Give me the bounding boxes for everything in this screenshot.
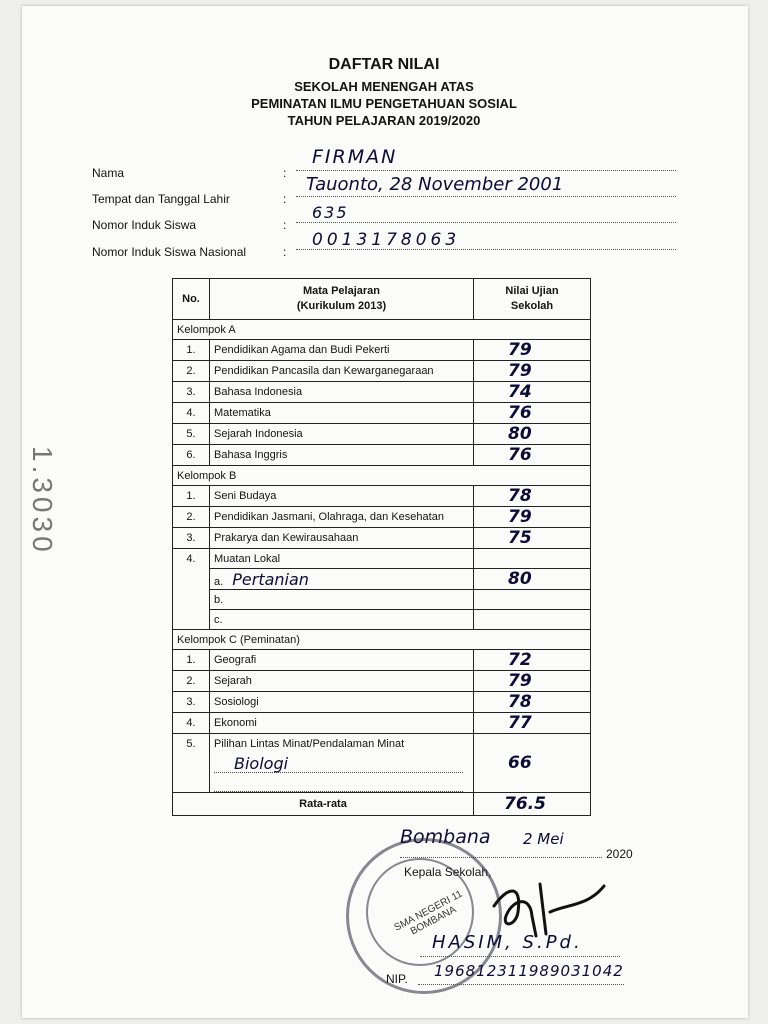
table-row (173, 753, 591, 773)
group-spacer (474, 320, 591, 340)
table-header (173, 279, 591, 320)
header-subject-line2: (Kurikulum 2013) (296, 300, 387, 312)
cell-empty (474, 734, 591, 754)
header-subject (210, 279, 474, 320)
group-a-rows (173, 340, 591, 466)
nip-value: 196812311989031042 (434, 962, 624, 980)
table-row (173, 424, 591, 445)
group-row (173, 320, 591, 340)
colon: : (283, 218, 287, 232)
group-spacer (474, 466, 591, 486)
group-spacer (474, 630, 591, 650)
row-score: 74 (474, 382, 591, 403)
doc-title: DAFTAR NILAI (328, 56, 440, 73)
row-score: 72 (474, 650, 591, 671)
row-no: 4. (173, 713, 210, 734)
table-row (173, 713, 591, 734)
row-no: 3. (173, 382, 210, 403)
row-no: 1. (173, 340, 210, 361)
label-birth: Tempat dan Tanggal Lahir (92, 192, 230, 206)
dotted-line (214, 773, 463, 792)
row-subject: Pendidikan Jasmani, Olahraga, dan Kesehatan (210, 507, 474, 528)
stamp-text: SMA NEGERI 11 BOMBANA (392, 888, 465, 938)
row-no: 2. (173, 671, 210, 692)
row-score: 76 (474, 445, 591, 466)
table-row (173, 507, 591, 528)
table-row (173, 734, 591, 754)
table-row (173, 486, 591, 507)
lintas-choice-text: Biologi (214, 754, 463, 773)
group-a-label: Kelompok A (173, 320, 474, 340)
sign-year: 2020 (606, 847, 633, 861)
group-b-label: Kelompok B (173, 466, 474, 486)
row-no: 6. (173, 445, 210, 466)
row-subject: Prakarya dan Kewirausahaan (210, 528, 474, 549)
lintas-score: 66 (474, 753, 591, 773)
row-score: 76 (474, 403, 591, 424)
cell-empty (173, 610, 210, 630)
lintas-no: 5. (173, 734, 210, 754)
row-subject: Sosiologi (210, 692, 474, 713)
dotted-line (296, 196, 676, 197)
header-no: No. (173, 279, 210, 320)
row-score: 79 (474, 507, 591, 528)
row-no: 1. (173, 650, 210, 671)
header-score-line1: Nilai Ujian (505, 285, 559, 297)
cell-empty (173, 569, 210, 590)
table-row (173, 340, 591, 361)
colon: : (283, 192, 287, 206)
label-name: Nama (92, 166, 125, 180)
lintas-subject: Pilihan Lintas Minat/Pendalaman Minat (210, 734, 474, 754)
value-nisn: 0013178063 (312, 230, 461, 250)
average-label: Rata-rata (173, 793, 474, 816)
muatan-a-score: 80 (474, 569, 591, 590)
cell-empty (474, 773, 591, 793)
row-no: 4. (173, 403, 210, 424)
header-score-line2: Sekolah (510, 300, 554, 312)
header-subject-line1: Mata Pelajaran (302, 285, 381, 297)
row-subject: Muatan Lokal (210, 549, 474, 569)
sign-place: Bombana (400, 826, 491, 848)
margin-number: 1.3030 (27, 446, 58, 556)
muatan-a (210, 569, 474, 590)
colon: : (283, 245, 287, 259)
table-row (173, 549, 591, 569)
average-row (173, 793, 591, 816)
row-score: 77 (474, 713, 591, 734)
lintas-choice (210, 753, 474, 773)
row-score: 75 (474, 528, 591, 549)
row-subject: Matematika (210, 403, 474, 424)
cell-empty (173, 773, 210, 793)
group-c-label: Kelompok C (Peminatan) (173, 630, 474, 650)
table-row (173, 382, 591, 403)
label-nis: Nomor Induk Siswa (92, 218, 197, 232)
muatan-letter: a. (214, 575, 224, 588)
table-row (173, 403, 591, 424)
row-score (474, 549, 591, 569)
row-subject: Ekonomi (210, 713, 474, 734)
row-score: 80 (474, 424, 591, 445)
nip-label: NIP. (386, 972, 408, 986)
grades-table (172, 278, 591, 816)
muatan-b: b. (210, 590, 474, 610)
group-row (173, 466, 591, 486)
group-row (173, 630, 591, 650)
row-no: 1. (173, 486, 210, 507)
dotted-line (418, 984, 624, 985)
row-no: 2. (173, 361, 210, 382)
row-subject: Sejarah Indonesia (210, 424, 474, 445)
row-score: 79 (474, 361, 591, 382)
row-subject: Geografi (210, 650, 474, 671)
group-c-rows (173, 650, 591, 734)
table-row (173, 610, 591, 630)
row-score: 79 (474, 671, 591, 692)
dotted-line (420, 956, 620, 957)
lintas-blank (210, 773, 474, 793)
table-row (173, 773, 591, 793)
label-nisn: Nomor Induk Siswa Nasional (92, 245, 247, 259)
row-subject: Sejarah (210, 671, 474, 692)
row-subject: Seni Budaya (210, 486, 474, 507)
row-subject: Pendidikan Agama dan Budi Pekerti (210, 340, 474, 361)
row-no: 4. (173, 549, 210, 569)
school-line: SEKOLAH MENENGAH ATAS (294, 79, 474, 94)
table-row (173, 590, 591, 610)
group-b-rows (173, 486, 591, 569)
row-no: 3. (173, 528, 210, 549)
value-name: FIRMAN (312, 146, 398, 168)
sign-date: 2 Mei (523, 830, 564, 848)
row-no: 5. (173, 424, 210, 445)
value-nis: 635 (312, 203, 349, 222)
average-value: 76.5 (474, 793, 591, 816)
cell-empty (474, 610, 591, 630)
row-score: 78 (474, 486, 591, 507)
value-birth: Tauonto, 28 November 2001 (306, 174, 564, 195)
row-score: 78 (474, 692, 591, 713)
table-row (173, 361, 591, 382)
table-row (173, 650, 591, 671)
table-row (173, 569, 591, 590)
row-subject: Bahasa Indonesia (210, 382, 474, 403)
header-score (474, 279, 591, 320)
program-line: PEMINATAN ILMU PENGETAHUAN SOSIAL (251, 96, 517, 111)
dotted-line (296, 170, 676, 171)
table-row (173, 671, 591, 692)
sign-role: Kepala Sekolah, (404, 865, 492, 879)
row-score: 79 (474, 340, 591, 361)
muatan-c: c. (210, 610, 474, 630)
dotted-line (296, 222, 676, 223)
sign-name: HASIM, S.Pd. (432, 932, 583, 953)
colon: : (283, 166, 287, 180)
row-no: 3. (173, 692, 210, 713)
year-line: TAHUN PELAJARAN 2019/2020 (287, 113, 481, 128)
row-no: 2. (173, 507, 210, 528)
cell-empty (173, 753, 210, 773)
muatan-subject: Pertanian (232, 569, 309, 589)
cell-empty (173, 590, 210, 610)
table-row (173, 528, 591, 549)
row-subject: Bahasa Inggris (210, 445, 474, 466)
table-row (173, 692, 591, 713)
row-subject: Pendidikan Pancasila dan Kewarganegaraan (210, 361, 474, 382)
cell-empty (474, 590, 591, 610)
table-row (173, 445, 591, 466)
